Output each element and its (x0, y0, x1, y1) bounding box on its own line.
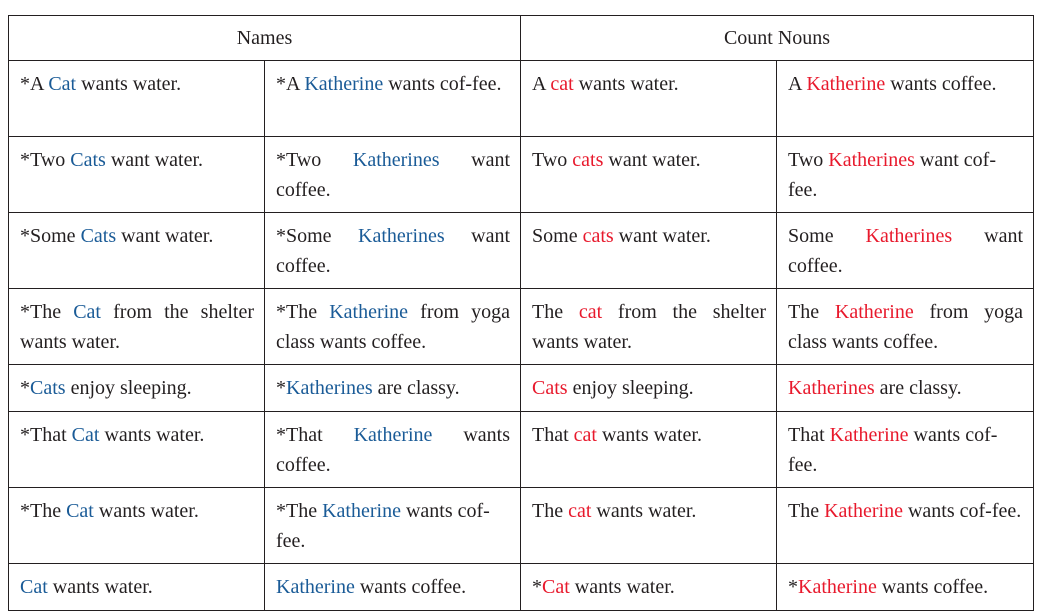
cell-text: want cof-fee. (788, 149, 996, 201)
count-highlight: Katherines (865, 225, 953, 247)
cell-text: * (276, 377, 286, 399)
name-highlight: Cat (73, 301, 101, 323)
cell-text: That (532, 424, 574, 446)
cell-text: enjoy sleeping. (567, 377, 694, 399)
count-noun-cell (521, 61, 777, 137)
cell-text: wants coffee. (354, 576, 467, 598)
count-noun-cell (521, 213, 777, 289)
cell-text: wants water. (569, 576, 675, 598)
count-noun-cell (777, 564, 1034, 611)
cell-text: *A (276, 73, 305, 95)
count-noun-cell (777, 365, 1034, 412)
cell-text: *The (20, 500, 67, 522)
cell-text: *A (20, 73, 49, 95)
names-cell (9, 61, 265, 137)
names-cell (9, 412, 265, 488)
cell-text: want coffee. (276, 149, 511, 201)
count-highlight: Cat (542, 576, 570, 598)
count-highlight: Katherine (824, 500, 903, 522)
count-highlight: Katherines (828, 149, 915, 171)
names-cell (9, 137, 265, 213)
count-highlight: cat (578, 301, 603, 323)
table-body (9, 61, 1034, 611)
count-highlight: cat (550, 73, 574, 95)
cell-text: want coffee. (788, 225, 1024, 277)
count-noun-cell (777, 61, 1034, 137)
cell-text: *Two (20, 149, 71, 171)
cell-text: * (20, 377, 30, 399)
cell-text: *Some (276, 225, 359, 247)
names-cell (9, 488, 265, 564)
cell-text: Two (532, 149, 573, 171)
count-highlight: Katherine (798, 576, 877, 598)
name-highlight: Katherine (322, 500, 401, 522)
cell-text: Some (532, 225, 583, 247)
table-row (9, 289, 1034, 365)
name-highlight: Katherine (304, 73, 384, 95)
cell-text: *The (20, 301, 74, 323)
cell-text: from yoga class wants coffee. (276, 301, 511, 353)
cell-text: The (788, 500, 825, 522)
names-cell (265, 564, 521, 611)
count-noun-cell (521, 289, 777, 365)
cell-text: from the shelter wants water. (532, 301, 767, 353)
count-noun-cell (521, 488, 777, 564)
count-noun-cell (521, 412, 777, 488)
name-highlight: Cats (80, 225, 117, 247)
cell-text: *That (20, 424, 72, 446)
table-row (9, 488, 1034, 564)
table-container (8, 15, 1033, 611)
cell-text: Some (788, 225, 866, 247)
cell-text: want water. (116, 225, 214, 247)
count-noun-cell (521, 564, 777, 611)
names-cell (265, 137, 521, 213)
name-highlight: Katherines (358, 225, 445, 247)
name-highlight: Katherines (286, 377, 373, 399)
cell-text: want water. (105, 149, 204, 171)
cell-text: wants water. (591, 500, 697, 522)
cell-text: wants water. (47, 576, 153, 598)
count-highlight: Katherine (806, 73, 886, 95)
count-noun-cell (521, 365, 777, 412)
names-cell (265, 289, 521, 365)
cell-text: wants coffee. (885, 73, 997, 95)
cell-text: A (532, 73, 551, 95)
table-row (9, 137, 1034, 213)
name-highlight: Cat (71, 424, 100, 446)
name-highlight: Cat (48, 73, 77, 95)
count-highlight: cats (572, 149, 604, 171)
count-highlight: cat (573, 424, 597, 446)
names-cell (9, 564, 265, 611)
cell-text: *The (276, 500, 323, 522)
count-noun-cell (777, 289, 1034, 365)
names-cell (9, 289, 265, 365)
cell-text: *The (276, 301, 330, 323)
cell-text: enjoy sleeping. (65, 377, 192, 399)
count-noun-cell (777, 213, 1034, 289)
name-highlight: Katherine (276, 576, 355, 598)
count-noun-cell (521, 137, 777, 213)
count-highlight: Katherine (829, 424, 909, 446)
cell-text: wants water. (99, 424, 205, 446)
cell-text: *Two (276, 149, 353, 171)
name-highlight: Cat (20, 576, 48, 598)
cell-text: wants water. (76, 73, 182, 95)
cell-text: are classy. (874, 377, 962, 399)
cell-text: wants cof-fee. (788, 424, 998, 476)
cell-text: wants cof-fee. (902, 500, 1022, 522)
cell-text: wants cof-fee. (276, 500, 490, 552)
cell-text: * (788, 576, 799, 598)
cell-text: wants water. (93, 500, 199, 522)
cell-text: want water. (603, 149, 701, 171)
count-highlight: Cats (532, 377, 568, 399)
name-highlight: Katherine (329, 301, 409, 323)
cell-text: wants coffee. (876, 576, 989, 598)
name-highlight: Cat (66, 500, 94, 522)
cell-text: wants coffee. (276, 424, 511, 476)
names-vs-count-nouns-table (8, 15, 1034, 611)
cell-text: The (532, 301, 579, 323)
name-highlight: Katherines (352, 149, 440, 171)
count-highlight: cat (568, 500, 592, 522)
cell-text: wants water. (573, 73, 679, 95)
cell-text: The (532, 500, 569, 522)
names-cell (265, 365, 521, 412)
name-highlight: Cats (70, 149, 106, 171)
cell-text: *That (276, 424, 354, 446)
names-cell (265, 412, 521, 488)
cell-text: wants cof-fee. (383, 73, 502, 95)
names-cell (265, 213, 521, 289)
names-cell (265, 61, 521, 137)
name-highlight: Cats (30, 377, 66, 399)
cell-text: A (788, 73, 807, 95)
name-highlight: Katherine (353, 424, 433, 446)
table-row (9, 564, 1034, 611)
header-names: Names (9, 16, 521, 61)
count-noun-cell (777, 137, 1034, 213)
header-count-nouns: Count Nouns (521, 16, 1034, 61)
cell-text: *Some (20, 225, 81, 247)
names-cell (9, 365, 265, 412)
table-row (9, 213, 1034, 289)
cell-text: want coffee. (276, 225, 511, 277)
cell-text: from yoga class wants coffee. (788, 301, 1024, 353)
cell-text: wants water. (596, 424, 702, 446)
cell-text: That (788, 424, 830, 446)
cell-text: are classy. (372, 377, 460, 399)
cell-text: Two (788, 149, 829, 171)
cell-text: from the shelter wants water. (20, 301, 254, 353)
count-highlight: Katherines (788, 377, 875, 399)
names-cell (265, 488, 521, 564)
table-row (9, 365, 1034, 412)
table-row (9, 61, 1034, 137)
cell-text: The (788, 301, 835, 323)
cell-text: want water. (613, 225, 711, 247)
cell-text: * (532, 576, 543, 598)
count-noun-cell (777, 412, 1034, 488)
names-cell (9, 213, 265, 289)
table-row (9, 412, 1034, 488)
header-row (9, 16, 1034, 61)
count-noun-cell (777, 488, 1034, 564)
count-highlight: cats (582, 225, 614, 247)
count-highlight: Katherine (834, 301, 914, 323)
